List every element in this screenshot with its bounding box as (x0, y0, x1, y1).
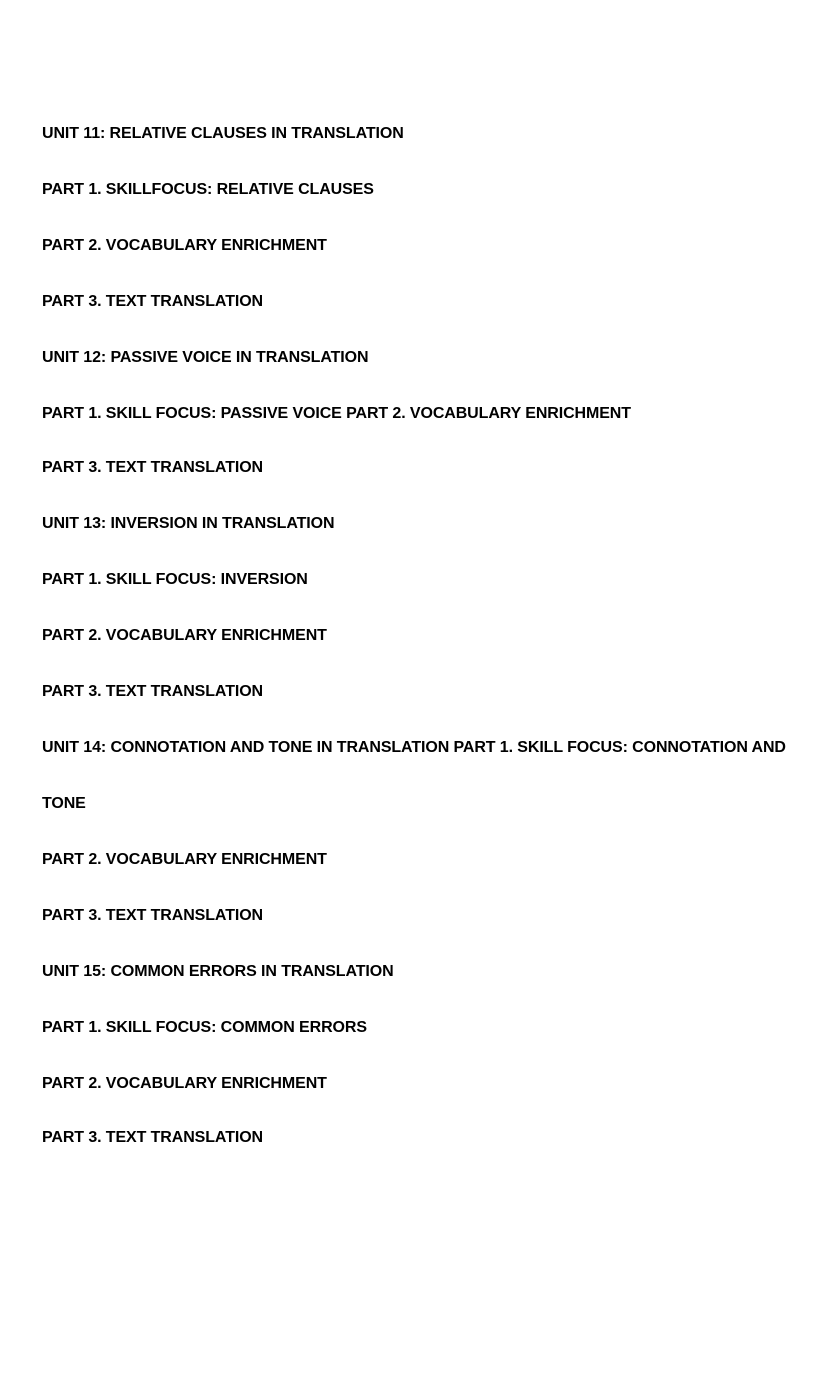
unit-13-part-1: PART 1. SKILL FOCUS: INVERSION (42, 571, 308, 588)
unit-15-part-3: PART 3. TEXT TRANSLATION (42, 1129, 264, 1146)
unit-12-heading: UNIT 12: PASSIVE VOICE IN TRANSLATION (42, 349, 369, 366)
unit-11-part-2: PART 2. VOCABULARY ENRICHMENT (42, 237, 327, 254)
unit-12-part-1-2: PART 1. SKILL FOCUS: PASSIVE VOICE PART 2. VOCABULARY ENRICHMENT (42, 405, 631, 422)
unit-15-part-2: PART 2. VOCABULARY ENRICHMENT (42, 1075, 327, 1092)
unit-11-part-1: PART 1. SKILLFOCUS: RELATIVE CLAUSES (42, 181, 374, 198)
unit-13-part-2: PART 2. VOCABULARY ENRICHMENT (42, 627, 327, 644)
unit-13-part-3: PART 3. TEXT TRANSLATION (42, 683, 264, 700)
unit-15-part-1: PART 1. SKILL FOCUS: COMMON ERRORS (42, 1019, 367, 1036)
unit-13-heading: UNIT 13: INVERSION IN TRANSLATION (42, 515, 335, 532)
unit-14-heading: UNIT 14: CONNOTATION AND TONE IN TRANSLATION PART 1. SKILL FOCUS: CONNOTATION AND (42, 739, 786, 756)
unit-15-heading: UNIT 15: COMMON ERRORS IN TRANSLATION (42, 963, 394, 980)
unit-14-part-2: PART 2. VOCABULARY ENRICHMENT (42, 851, 327, 868)
unit-14-heading-continued: TONE (42, 795, 86, 812)
unit-14-part-3: PART 3. TEXT TRANSLATION (42, 907, 264, 924)
unit-12-part-3: PART 3. TEXT TRANSLATION (42, 459, 264, 476)
unit-11-heading: UNIT 11: RELATIVE CLAUSES IN TRANSLATION (42, 125, 404, 142)
unit-11-part-3: PART 3. TEXT TRANSLATION (42, 293, 264, 310)
